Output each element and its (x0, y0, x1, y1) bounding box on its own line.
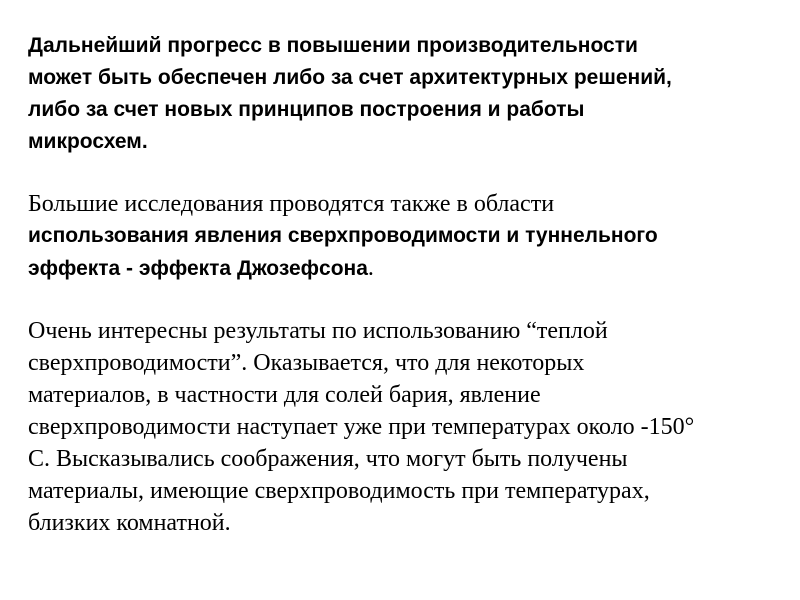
paragraph-warm-line-5: С. Высказывались соображения, что могут быть получены (28, 446, 628, 472)
paragraph-research-line-3 (28, 252, 374, 285)
paragraph-progress-line-3: либо за счет новых принципов построения и работы (28, 98, 585, 121)
paragraph-progress-line-2: может быть обеспечен либо за счет архитектурных решений, (28, 66, 672, 89)
paragraph-research-line-2: использования явления сверхпроводимости и туннельного (28, 224, 658, 247)
paragraph-research-period: . (367, 255, 374, 281)
josephson-effect-term: эффекта - эффекта Джозефсона (28, 257, 368, 280)
paragraph-progress-line-4: микросхем. (28, 130, 148, 153)
paragraph-research-line-1: Большие исследования проводятся также в области (28, 191, 555, 217)
paragraph-warm-line-7: близких комнатной. (28, 510, 231, 536)
paragraph-warm-line-6: материалы, имеющие сверхпроводимость при температурах, (28, 478, 650, 504)
paragraph-progress-line-1: Дальнейший прогресс в повышении производительности (28, 34, 638, 57)
paragraph-warm-line-3: материалов, в частности для солей бария, явление (28, 382, 541, 408)
paragraph-warm-line-2: сверхпроводимости”. Оказывается, что для некоторых (28, 350, 585, 376)
paragraph-warm-line-1: Очень интересны результаты по использованию “теплой (28, 318, 608, 344)
paragraph-warm-line-4: сверхпроводимости наступает уже при температурах около -150° (28, 414, 695, 440)
